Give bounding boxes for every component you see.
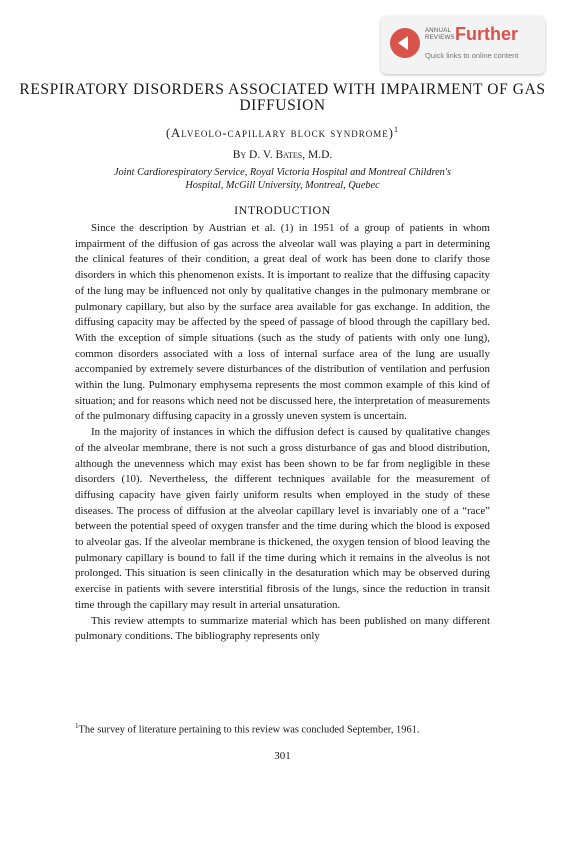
- paragraph-2: In the majority of instances in which the diffusion defect is caused by qualitative changes of the alveolar membrane, there is not such a gross disturbance of gas and blood distribution, although the unevenness which may exist has been shown to be far from negligible in these disorders (10). Nevertheless, the different techniques available for the measurement of diffusing capacity have given fairly uniform results when employed in the study of these diseases. The process of diffusion at the alveolar capillary level is invariably one of a “race” between the potential speed of oxygen transfer and the time during which the blood is exposed to alveolar gas. If the alveolar membrane is thickened, the oxygen tension of blood leaving the pulmonary capillary is bound to fall if the time during which it remains in the alveolus is not prolonged. This situation is seen clinically in the desaturation which may be observed during exercise in patients with severe interstitial fibrosis of the lungs, since the reduction in transit time through the capillary may result in arterial unsaturation.: [75, 426, 490, 611]
- article-subtitle: [0, 125, 565, 141]
- subtitle-footnote-mark: 1: [393, 125, 399, 134]
- footnote-text: The survey of literature pertaining to this review was concluded September, 1961.: [78, 724, 420, 736]
- article-title: RESPIRATORY DISORDERS ASSOCIATED WITH IMPAIRMENT OF GAS DIFFUSION: [19, 81, 546, 114]
- further-badge[interactable]: [381, 16, 545, 74]
- affiliation: Joint Cardiorespiratory Service, Royal Victoria Hospital and Montreal Children's Hospital, McGill University, Montreal, Quebec: [113, 167, 452, 191]
- paragraph-3: This review attempts to summarize material which has been published on many different pulmonary conditions. The bibliography represents only: [75, 614, 490, 643]
- section-heading: INTRODUCTION: [234, 203, 331, 217]
- footnote-mark: 1: [75, 722, 79, 730]
- article-subtitle-text: (Alveolo-capillary block syndrome): [166, 126, 394, 141]
- page-number: 301: [274, 750, 291, 762]
- badge-small-label: ANNUAL REVIEWS: [425, 28, 455, 41]
- paragraph-1: Since the description by Austrian et al. (1) in 1951 of a group of patients in whom impairment of the diffusion of gas across the alveolar wall was playing a part in determining the clinical features of their condition, a great deal of work has been done to clarify those disorders in which this phenomenon exists. It is important to realize that the diffusing capacity of the lung may be influenced not only by qualitative changes in the pulmonary membrane or pulmonary capillary, but also by the surface area available for gas exchange. In addition, the diffusing capacity may be affected by the speed of passage of blood through the capillary bed. With the exception of simple situations (such as the study of patients with only one lung), common disorders associated with a loss of internal surface area of the lung are usually accompanied by extremely severe disturbances of the distribution of ventilation and perfusion within the lung. Pulmonary emphysema represents the most common example of this kind of situation; and for reasons which need not be discussed here, the interpretation of measurements of the pulmonary diffusing capacity in a grossly uneven system is uncertain.: [75, 222, 490, 423]
- footnote: [75, 719, 490, 737]
- byline: By D. V. Bates, M.D.: [232, 149, 333, 161]
- badge-subtitle: Quick links to online content: [425, 51, 519, 60]
- annual-reviews-play-icon: [390, 28, 420, 58]
- article-body: [75, 221, 490, 645]
- badge-title: Further: [455, 24, 518, 44]
